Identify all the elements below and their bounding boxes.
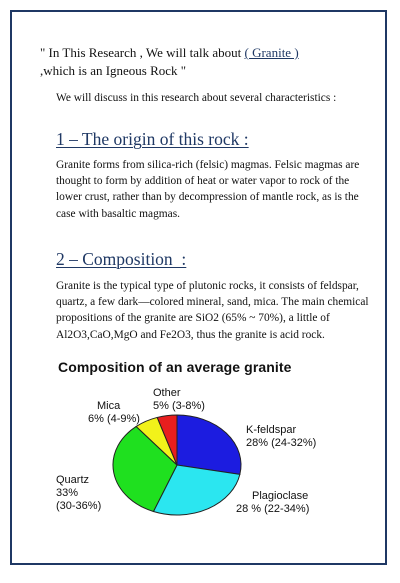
- chart-title: Composition of an average granite: [58, 359, 292, 375]
- label-other-name: Other: [153, 387, 181, 399]
- intro-prefix: " In This Research , We will talk about: [40, 45, 245, 60]
- label-kfeldspar: [246, 424, 316, 450]
- label-plagioclase: [236, 490, 309, 516]
- label-quartz: [56, 474, 101, 513]
- label-plagioclase-name: Plagioclase: [252, 490, 309, 502]
- pie-slice-k-feldspar: [177, 415, 241, 474]
- topic-link[interactable]: ( Granite ): [244, 45, 299, 60]
- section-heading-composition: 2 – Composition :: [56, 249, 187, 269]
- section-heading-origin: 1 – The origin of this rock :: [56, 129, 249, 149]
- label-mica-name: Mica: [97, 400, 121, 412]
- label-kfeldspar-name: K-feldspar: [246, 424, 297, 436]
- label-quartz-range: (30-36%): [56, 500, 102, 512]
- label-plagioclase-value: 28 % (22-34%): [236, 503, 310, 515]
- lead-paragraph: We will discuss in this research about several characteristics :: [56, 92, 337, 104]
- label-quartz-name: Quartz: [56, 474, 90, 486]
- composition-paragraph: Granite is the typical type of plutonic rocks, it consists of feldspar, quartz, a few dark—colored mineral, sand, mica. The main chemical propositions of the granite are SiO2 (65% ~ 70%), a little of Al2O3,CaO,MgO and Fe2O3, thus the granite is acid rock.: [56, 280, 369, 341]
- label-kfeldspar-value: 28% (24-32%): [246, 437, 317, 449]
- label-other-value: 5% (3-8%): [153, 400, 205, 412]
- label-other: [153, 387, 205, 413]
- origin-paragraph: Granite forms from silica-rich (felsic) magmas. Felsic magmas are thought to form by addition of heat or water vapor to rock of the lower crust, rather than by decompression of mantle rock, as is the case with basaltic magmas.: [56, 159, 360, 220]
- intro-suffix: ,which is an Igneous Rock ": [40, 63, 187, 78]
- label-quartz-value: 33%: [56, 487, 79, 499]
- label-mica: [88, 400, 140, 426]
- label-mica-value: 6% (4-9%): [88, 413, 140, 425]
